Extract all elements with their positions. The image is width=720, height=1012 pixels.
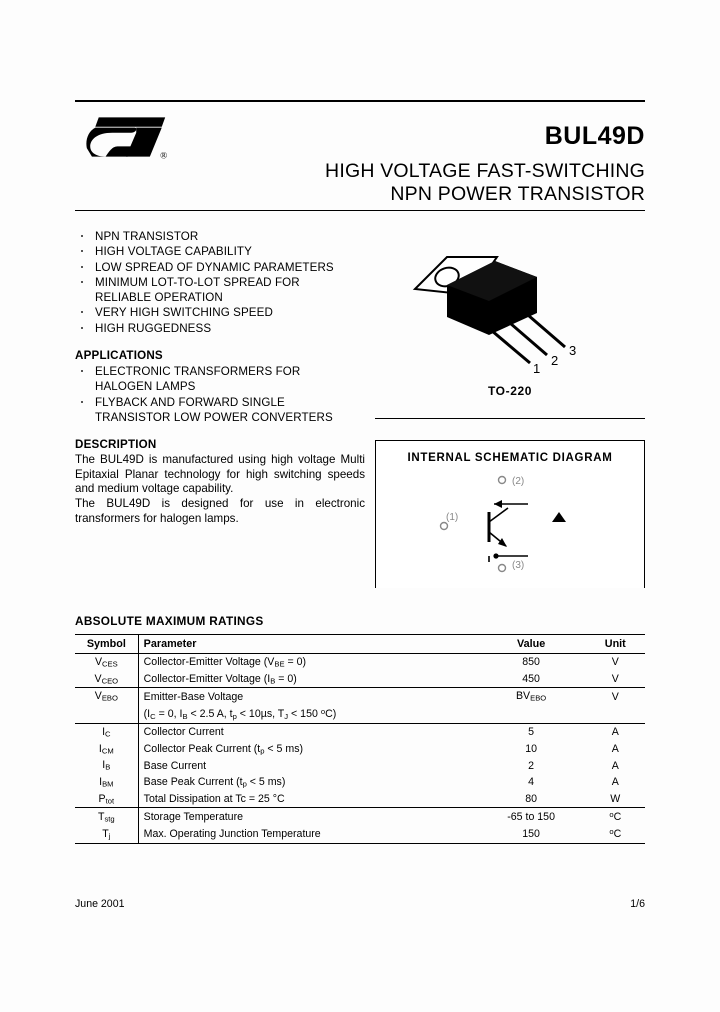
page-header [75, 102, 645, 210]
parameter-post: < 5 ms) [264, 742, 304, 755]
description-paragraph-2: The BUL49D is designed for use in electronic transformers for halogen lamps. [75, 497, 365, 525]
row-unit: A [611, 726, 619, 739]
list-item [75, 305, 365, 320]
page-footer [75, 898, 645, 910]
parameter-pre: Collector-Emitter Voltage (I [143, 672, 271, 685]
row-parameter [138, 671, 477, 688]
schematic-title: INTERNAL SCHEMATIC DIAGRAM [407, 452, 613, 464]
row-parameter: Base Current [143, 759, 207, 772]
row-value: 150 [477, 825, 586, 843]
row-value: 5 [528, 726, 535, 739]
symbol-sub: CES [102, 659, 118, 669]
footer-page-number: 1/6 [630, 898, 645, 910]
symbol-main: I [102, 725, 106, 738]
parameter-post: < 5 ms) [246, 775, 286, 788]
table-row [75, 671, 645, 688]
package-label: TO-220 [487, 384, 533, 398]
row-unit: A [611, 759, 619, 772]
terminal-3-label: (3) [512, 560, 525, 571]
row-symbol [75, 774, 138, 791]
list-item [75, 395, 365, 426]
row-unit: $^o$C [609, 810, 622, 824]
terminal-1-label: (1) [446, 512, 459, 523]
row-symbol [75, 723, 138, 740]
symbol-main: T [102, 827, 109, 840]
symbol-sub: stg [104, 814, 115, 824]
to220-package-drawing [385, 217, 635, 377]
symbol-main: I [98, 742, 102, 755]
schematic-top-rule [375, 418, 645, 419]
terminal-2-label: (2) [512, 476, 525, 487]
description-paragraph-1: The BUL49D is manufactured using high voltage Multi Epitaxial Planar technology for high switching speeds and medium voltage capability. [75, 453, 365, 496]
internal-schematic-box [375, 440, 645, 588]
row-symbol [75, 757, 138, 774]
st-logo [83, 114, 169, 160]
row-value: 2 [528, 759, 535, 772]
application-text-continued: HALOGEN LAMPS [95, 380, 196, 394]
applications-list [75, 364, 365, 425]
parameter-pre: Collector Peak Current (t [143, 742, 261, 755]
symbol-main: V [94, 672, 102, 685]
degree-symbol: o [609, 810, 614, 820]
row-unit: $^o$C [586, 825, 645, 843]
symbol-sub: BM [102, 779, 114, 789]
row-parameter: Collector Current [143, 726, 224, 739]
ratings-heading: ABSOLUTE MAXIMUM RATINGS [75, 614, 264, 628]
bullet-icon [81, 370, 83, 372]
list-item [75, 260, 365, 275]
row-unit: V [611, 656, 619, 669]
column-header-unit: Unit [586, 635, 645, 654]
row-parameter: Storage Temperature [143, 810, 243, 823]
table-body [75, 654, 645, 844]
table-header-row [75, 635, 645, 654]
table-row [75, 723, 645, 740]
bullet-icon [81, 250, 83, 252]
row-parameter: Max. Operating Junction Temperature [138, 825, 477, 843]
row-symbol [75, 654, 138, 671]
list-item [75, 364, 365, 395]
parameter-sub: B [270, 676, 276, 686]
parameter-sub: BE [274, 659, 285, 669]
table-row [75, 757, 645, 774]
list-item [75, 321, 365, 336]
row-value: 450 [477, 671, 586, 688]
row-value: $BV_{EBO}$ [515, 690, 547, 704]
product-title-line2: NPN POWER TRANSISTOR [390, 183, 645, 205]
registered-mark: ® [160, 151, 168, 160]
degree-symbol: o [609, 827, 614, 837]
row-parameter [138, 774, 477, 791]
row-value: 80 [477, 791, 586, 808]
row-value: 850 [522, 656, 540, 669]
parameter-pre: Base Peak Current (t [143, 775, 243, 788]
symbol-main: V [94, 656, 103, 668]
body-columns [75, 211, 645, 588]
symbol-sub: CM [101, 746, 114, 756]
description-heading: DESCRIPTION [75, 438, 157, 452]
row-value-empty [477, 705, 586, 723]
feature-text: MINIMUM LOT-TO-LOT SPREAD FOR [95, 275, 300, 289]
table-row [75, 688, 645, 705]
list-item [75, 229, 365, 244]
symbol-sub: EBO [101, 694, 118, 704]
part-number: BUL49D [544, 122, 645, 150]
row-symbol [75, 741, 138, 758]
footer-date: June 2001 [75, 898, 125, 910]
application-text: FLYBACK AND FORWARD SINGLE [95, 395, 285, 409]
product-title [325, 160, 645, 206]
row-unit: A [611, 776, 619, 789]
product-title-line1: HIGH VOLTAGE FAST-SWITCHING [325, 160, 645, 182]
row-value: 4 [528, 776, 535, 789]
package-figure [375, 211, 645, 398]
pin-3-label: 3 [569, 343, 577, 358]
row-unit-empty [586, 705, 645, 723]
parameter-post: = 0) [275, 672, 297, 685]
row-symbol [75, 791, 138, 808]
table-row [75, 791, 645, 808]
row-parameter [138, 654, 477, 671]
row-unit: V [586, 671, 645, 688]
symbol-sub: CEO [101, 676, 119, 686]
feature-text: HIGH RUGGEDNESS [95, 321, 212, 335]
features-list [75, 229, 365, 336]
parameter-sub: p [260, 746, 265, 756]
pin-1-label: 1 [533, 361, 541, 376]
parameter-sub: p [242, 779, 247, 789]
absolute-maximum-ratings-table [75, 634, 645, 844]
row-parameter: Emitter-Base Voltage [143, 690, 244, 703]
table-row [75, 825, 645, 843]
list-item [75, 244, 365, 259]
table-row [75, 774, 645, 791]
row-value: 10 [525, 742, 538, 755]
page-content [75, 100, 645, 844]
table-row [75, 741, 645, 758]
row-parameter [138, 741, 477, 758]
applications-heading: APPLICATIONS [75, 349, 163, 363]
value-sub: EBO [530, 694, 547, 704]
left-column [75, 211, 365, 588]
feature-text: LOW SPREAD OF DYNAMIC PARAMETERS [95, 260, 334, 274]
symbol-main: I [102, 759, 106, 772]
symbol-main: I [99, 775, 103, 788]
column-header-parameter: Parameter [138, 635, 477, 654]
row-symbol [75, 671, 138, 688]
row-symbol [75, 808, 138, 826]
row-symbol [75, 825, 138, 843]
bullet-icon [81, 327, 83, 329]
parameter-post: = 0) [284, 656, 307, 668]
right-column [365, 211, 645, 588]
symbol-sub: j [108, 831, 111, 841]
schematic-drawing [376, 464, 642, 574]
row-condition: ($I_C = 0$, $I_B < 2.5$ A, $t_p < 10\mu s$, $T_J < 150$ $^o$C) [138, 705, 477, 723]
symbol-main: T [98, 810, 105, 823]
application-text-continued: TRANSISTOR LOW POWER CONVERTERS [95, 410, 333, 424]
table-row-condition [75, 705, 645, 723]
application-text: ELECTRONIC TRANSFORMERS FOR [95, 365, 301, 379]
row-unit: A [611, 742, 619, 755]
symbol-sub: tot [105, 796, 115, 806]
description-body [75, 453, 365, 526]
table-row [75, 808, 645, 826]
table-row [75, 654, 645, 671]
row-unit: V [611, 690, 619, 703]
row-parameter: Total Dissipation at Tc = 25 °C [138, 791, 477, 808]
row-symbol-empty [75, 705, 138, 723]
feature-text-continued: RELIABLE OPERATION [95, 291, 223, 305]
row-symbol [75, 688, 138, 705]
column-header-value: Value [477, 635, 586, 654]
row-value: -65 to 150 [507, 810, 555, 823]
bullet-icon [81, 266, 83, 268]
symbol-main: V [94, 690, 102, 703]
feature-text: VERY HIGH SWITCHING SPEED [95, 306, 273, 320]
row-unit: W [586, 791, 645, 808]
bullet-icon [81, 311, 83, 313]
bullet-icon [81, 281, 83, 283]
list-item [75, 275, 365, 306]
bullet-icon [81, 235, 83, 237]
bullet-icon [81, 401, 83, 403]
column-header-symbol: Symbol [75, 635, 138, 654]
parameter-pre: Collector-Emitter Voltage (V [143, 656, 275, 668]
symbol-main: P [98, 792, 106, 805]
pin-2-label: 2 [551, 353, 559, 368]
feature-text: NPN TRANSISTOR [95, 230, 199, 243]
symbol-sub: C [105, 729, 111, 739]
feature-text: HIGH VOLTAGE CAPABILITY [95, 245, 252, 259]
symbol-sub: B [105, 762, 111, 772]
